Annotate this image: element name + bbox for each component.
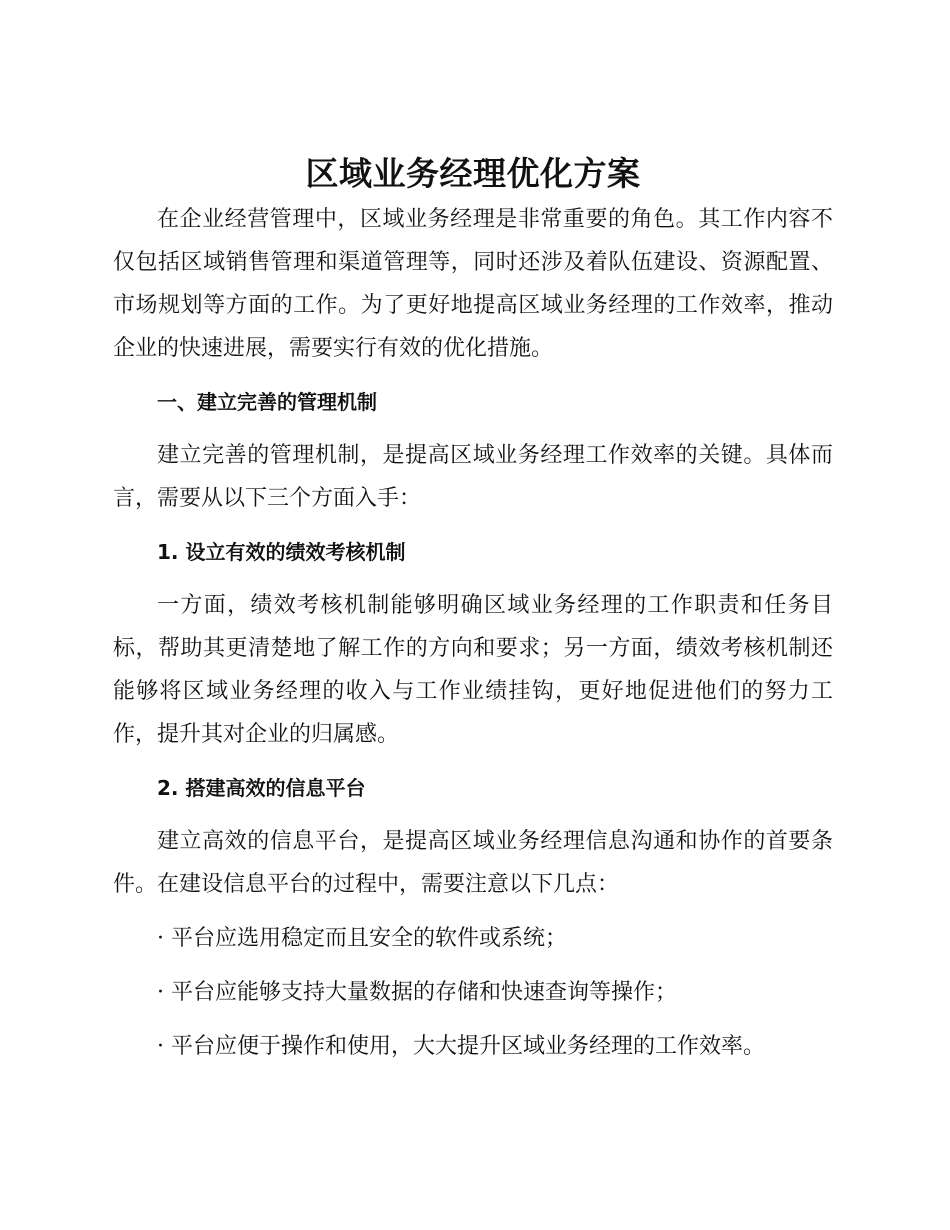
spacer (113, 574, 833, 584)
subheading-performance: 1. 设立有效的绩效考核机制 (157, 540, 406, 564)
section-intro-paragraph: 建立完善的管理机制，是提高区域业务经理工作效率的关键。具体而言，需要从以下三个方面入手： (113, 443, 833, 511)
spacer (113, 520, 833, 531)
bullet-item: · 平台应能够支持大量数据的存储和快速查询等操作； (157, 980, 677, 1005)
spacer (113, 810, 833, 820)
spacer (113, 756, 833, 767)
spacer (113, 370, 833, 381)
performance-paragraph: 一方面，绩效考核机制能够明确区域业务经理的工作职责和任务目标，帮助其更清楚地了解工作的方向和要求；另一方面，绩效考核机制还能够将区域业务经理的收入与工作业绩挂钩，更好地促进他们的努力工作，提升其对企业的归属感。 (113, 593, 833, 747)
subheading-info-platform: 2. 搭建高效的信息平台 (157, 776, 366, 800)
section-heading-management: 一、建立完善的管理机制 (157, 390, 377, 414)
spacer (113, 906, 833, 917)
spacer (113, 424, 833, 434)
bullet-item: · 平台应选用稳定而且安全的软件或系统； (157, 926, 567, 951)
document-title: 区域业务经理优化方案 (305, 154, 641, 193)
info-platform-paragraph: 建立高效的信息平台，是提高区域业务经理信息沟通和协作的首要条件。在建设信息平台的过程中，需要注意以下几点： (113, 829, 833, 897)
spacer (113, 960, 833, 971)
intro-paragraph: 在企业经营管理中，区域业务经理是非常重要的角色。其工作内容不仅包括区域销售管理和渠道管理等，同时还涉及着队伍建设、资源配置、市场规划等方面的工作。为了更好地提高区域业务经理的工作效率，推动企业的快速进展，需要实行有效的优化措施。 (113, 207, 833, 361)
document-page (113, 150, 833, 1068)
bullet-item: · 平台应便于操作和使用，大大提升区域业务经理的工作效率。 (157, 1034, 765, 1059)
spacer (113, 1014, 833, 1025)
